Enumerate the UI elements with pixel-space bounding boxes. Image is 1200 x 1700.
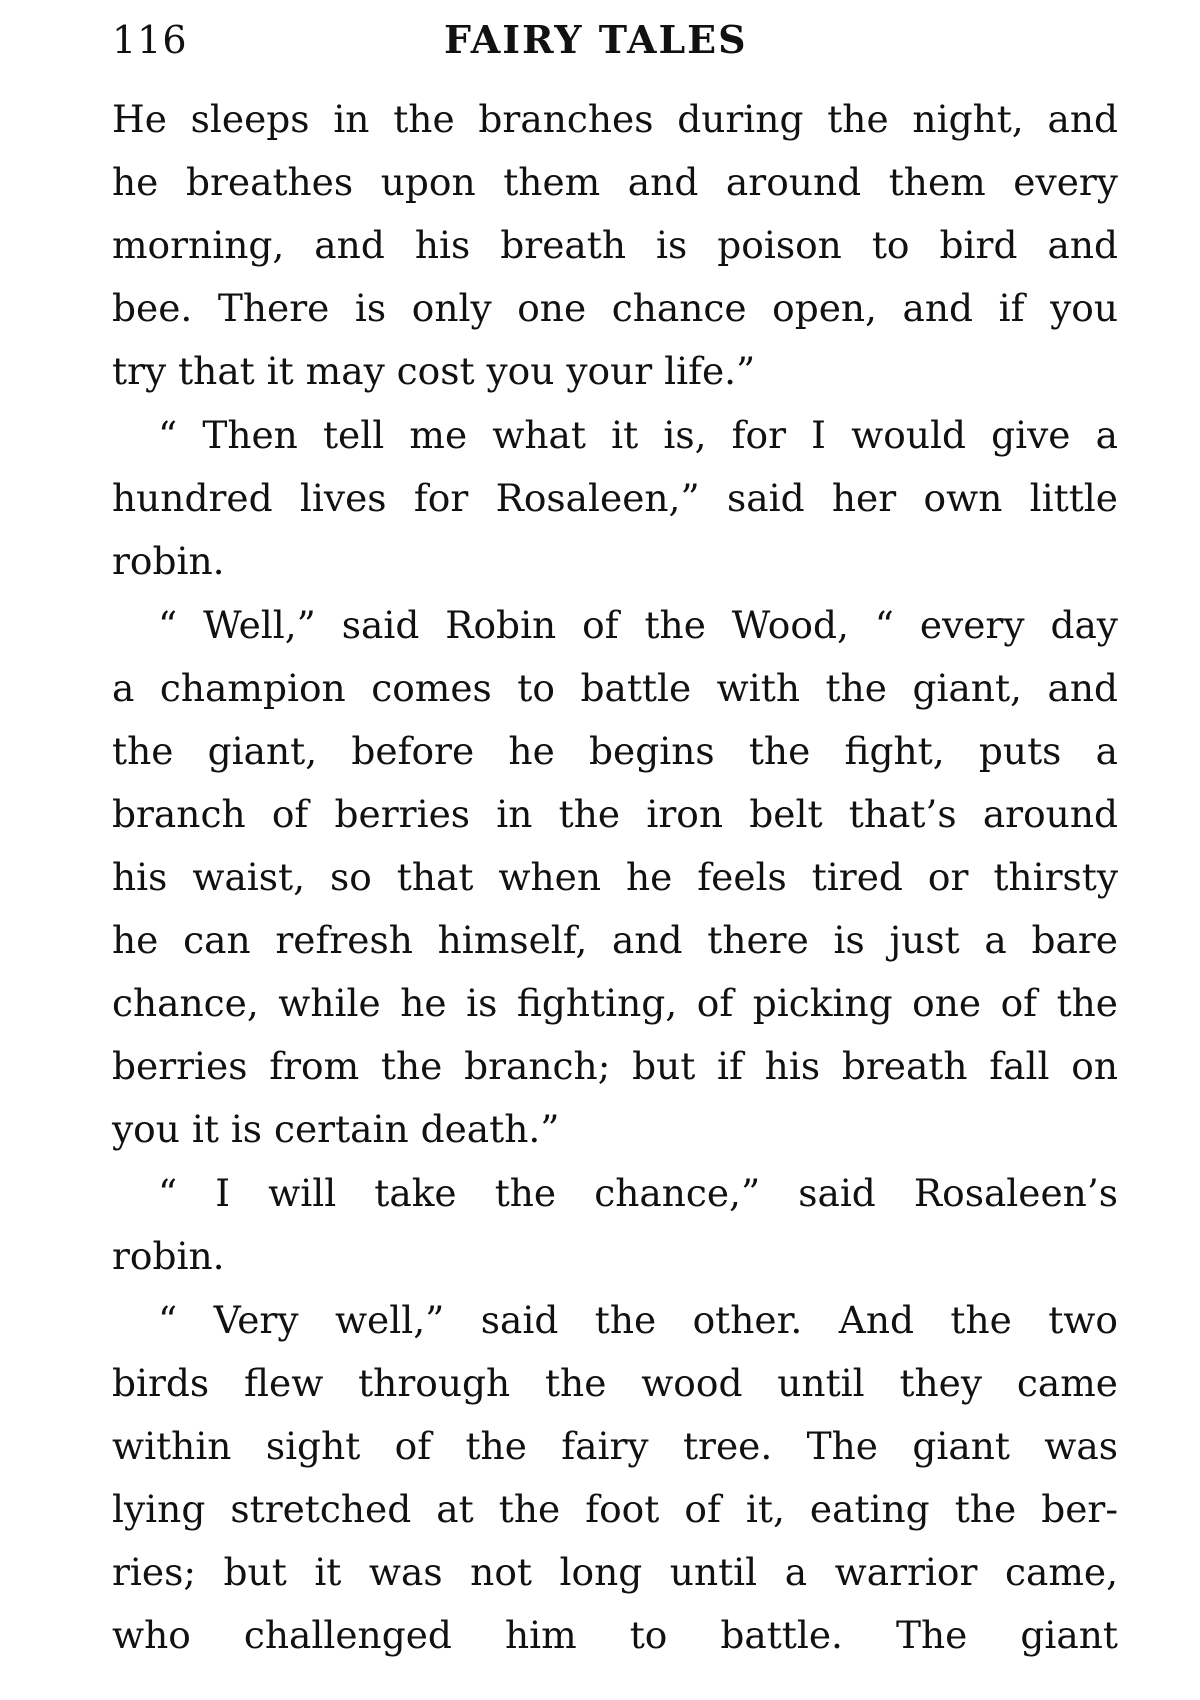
text-line: branch of berries in the iron belt that’s around	[112, 792, 1118, 836]
text-line: “ I will take the chance,” said Rosaleen’s	[158, 1171, 1118, 1215]
text-line: he breathes upon them and around them every	[112, 160, 1118, 204]
text-line: he can refresh himself, and there is just a bare	[112, 918, 1118, 962]
text-line: bee. There is only one chance open, and if you	[112, 286, 1118, 330]
running-title: FAIRY TALES	[444, 17, 748, 62]
text-line: ries; but it was not long until a warrior came,	[112, 1550, 1118, 1594]
text-line: He sleeps in the branches during the night, and	[112, 97, 1118, 141]
text-line: “ Very well,” said the other. And the two	[158, 1298, 1118, 1342]
text-line: try that it may cost you your life.”	[112, 349, 756, 393]
text-line: morning, and his breath is poison to bird and	[112, 223, 1118, 267]
text-line: a champion comes to battle with the giant, and	[112, 666, 1118, 710]
text-line: lying stretched at the foot of it, eating the ber-	[112, 1487, 1118, 1531]
page-header	[112, 10, 1112, 70]
text-line: within sight of the fairy tree. The giant was	[112, 1424, 1118, 1468]
paragraph	[112, 1289, 1118, 1667]
text-line: you it is certain death.”	[112, 1107, 560, 1151]
text-line: birds flew through the wood until they came	[112, 1361, 1118, 1405]
page-number: 116	[112, 18, 188, 62]
paragraph	[112, 1162, 1118, 1288]
text-line: the giant, before he begins the fight, puts a	[112, 729, 1118, 773]
text-line: robin.	[112, 1234, 225, 1278]
text-line: his waist, so that when he feels tired or thirsty	[112, 855, 1118, 899]
text-line: “ Well,” said Robin of the Wood, “ every day	[158, 603, 1118, 647]
text-line: chance, while he is fighting, of picking one of the	[112, 981, 1118, 1025]
paragraph	[112, 404, 1118, 593]
text-line: hundred lives for Rosaleen,” said her own little	[112, 476, 1118, 520]
text-line: who challenged him to battle. The giant	[112, 1613, 1118, 1657]
paragraph	[112, 594, 1118, 1161]
text-line: berries from the branch; but if his breath fall on	[112, 1044, 1118, 1088]
text-line: “ Then tell me what it is, for I would give a	[158, 413, 1118, 457]
paragraph	[112, 88, 1118, 403]
body-text	[112, 88, 1118, 1668]
text-line: robin.	[112, 539, 225, 583]
